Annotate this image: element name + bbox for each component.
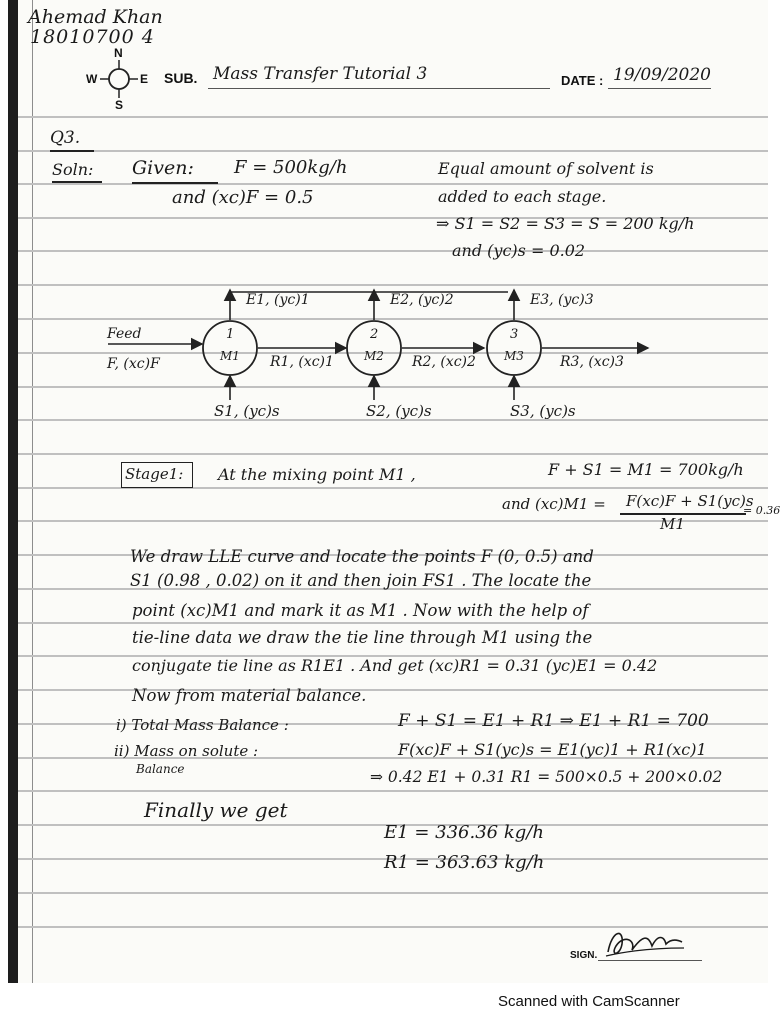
- stage1-xm-lhs: and (xc)M1 =: [502, 495, 606, 513]
- stage1-label: Stage1:: [125, 465, 184, 483]
- stage-2-mix: M2: [364, 349, 384, 363]
- stage1-xm-numerator: F(xc)F + S1(yc)s: [626, 492, 754, 510]
- solute-balance-label-2: Balance: [136, 762, 185, 776]
- date-label: DATE :: [561, 73, 604, 88]
- stage-1-mix: M1: [220, 349, 240, 363]
- given-title: Given:: [132, 157, 194, 179]
- margin-line: [32, 0, 33, 983]
- stage-1-number: 1: [226, 327, 235, 342]
- given-underline: [132, 182, 218, 184]
- scanner-watermark: Scanned with CamScanner: [498, 993, 680, 1010]
- stage1-mixing: At the mixing point M1 ,: [218, 465, 416, 484]
- author-name: Ahemad Khan: [28, 6, 163, 28]
- body-line-6: Now from material balance.: [132, 686, 367, 705]
- stage1-box: [121, 462, 193, 488]
- stage-3-extract: E3, (yc)3: [530, 292, 594, 308]
- page-binding-edge: [8, 0, 18, 983]
- stage-1-extract: E1, (yc)1: [246, 292, 310, 308]
- body-line-3: point (xc)M1 and mark it as M1 . Now with the help of: [132, 601, 589, 620]
- compass-n: N: [114, 46, 123, 60]
- given-feed: F = 500kg/h: [234, 157, 348, 178]
- solute-balance-equation: F(xc)F + S1(yc)s = E1(yc)1 + R1(xc)1: [398, 740, 707, 759]
- subject: Mass Transfer Tutorial 3: [213, 64, 428, 84]
- date-underline: [608, 88, 711, 89]
- stage-3-raffinate: R3, (xc)3: [560, 354, 624, 370]
- ruled-line: [18, 116, 768, 118]
- question-number: Q3.: [50, 128, 81, 148]
- given-solvent: ⇒ S1 = S2 = S3 = S = 200 kg/h: [436, 214, 695, 233]
- total-balance-label: i) Total Mass Balance :: [116, 716, 289, 734]
- ruled-line: [18, 453, 768, 455]
- total-balance-equation: F + S1 = E1 + R1 ⇒ E1 + R1 = 700: [398, 711, 709, 731]
- compass-s: S: [115, 98, 124, 112]
- result-r1: R1 = 363.63 kg/h: [384, 852, 545, 873]
- stage-2-extract: E2, (yc)2: [390, 292, 454, 308]
- stage-1-raffinate: R1, (xc)1: [270, 354, 334, 370]
- given-xf: and (xc)F = 0.5: [172, 187, 314, 208]
- stage1-xm-denominator: M1: [660, 515, 685, 533]
- body-line-4: tie-line data we draw the tie line through M1 using the: [132, 628, 593, 647]
- body-line-1: We draw LLE curve and locate the points F (0, 0.5) and: [130, 547, 594, 566]
- feed-stream-label: F, (xc)F: [107, 356, 160, 372]
- given-note-2: added to each stage.: [438, 187, 607, 206]
- given-ys: and (yc)s = 0.02: [452, 241, 586, 260]
- stage1-xm-value: = 0.36: [743, 504, 780, 517]
- roll-number: 18010700 4: [30, 26, 155, 48]
- ruled-line: [18, 622, 768, 624]
- feed-label: Feed: [107, 326, 142, 342]
- ruled-line: [18, 790, 768, 792]
- body-line-2: S1 (0.98 , 0.02) on it and then join FS1 . The locate the: [130, 571, 592, 590]
- stage1-balance: F + S1 = M1 = 700kg/h: [548, 460, 744, 479]
- solution-underline: [52, 181, 102, 183]
- signature-mark: [602, 926, 686, 962]
- solute-balance-label: ii) Mass on solute :: [114, 742, 259, 760]
- stage-3-solvent: S3, (yc)s: [510, 402, 576, 420]
- compass-icon: [86, 46, 152, 112]
- subject-underline: [208, 88, 550, 89]
- ruled-line: [18, 183, 768, 185]
- stage-3-number: 3: [510, 327, 519, 342]
- ruled-line: [18, 150, 768, 152]
- date-value: 19/09/2020: [613, 65, 711, 85]
- stage-2-solvent: S2, (yc)s: [366, 402, 432, 420]
- given-note-1: Equal amount of solvent is: [438, 159, 654, 178]
- ruled-line: [18, 250, 768, 252]
- compass-w: W: [86, 72, 98, 86]
- process-flow-diagram: [8, 278, 768, 438]
- compass-e: E: [140, 72, 149, 86]
- sub-label: SUB.: [164, 70, 198, 86]
- solution-label: Soln:: [52, 160, 94, 179]
- ruled-line: [18, 520, 768, 522]
- stage-2-raffinate: R2, (xc)2: [412, 354, 476, 370]
- stage-1-solvent: S1, (yc)s: [214, 402, 280, 420]
- question-underline: [50, 150, 94, 152]
- stage-2-number: 2: [370, 327, 379, 342]
- finally-text: Finally we get: [144, 798, 288, 822]
- body-line-5: conjugate tie line as R1E1 . And get (xc)R1 = 0.31 (yc)E1 = 0.42: [132, 656, 658, 675]
- result-e1: E1 = 336.36 kg/h: [384, 822, 544, 843]
- solute-balance-equation-2: ⇒ 0.42 E1 + 0.31 R1 = 500×0.5 + 200×0.02: [370, 768, 723, 786]
- stage-3-mix: M3: [504, 349, 524, 363]
- notebook-page: [8, 0, 780, 983]
- ruled-line: [18, 892, 768, 894]
- ruled-line: [18, 689, 768, 691]
- sign-label: SIGN.: [570, 950, 598, 961]
